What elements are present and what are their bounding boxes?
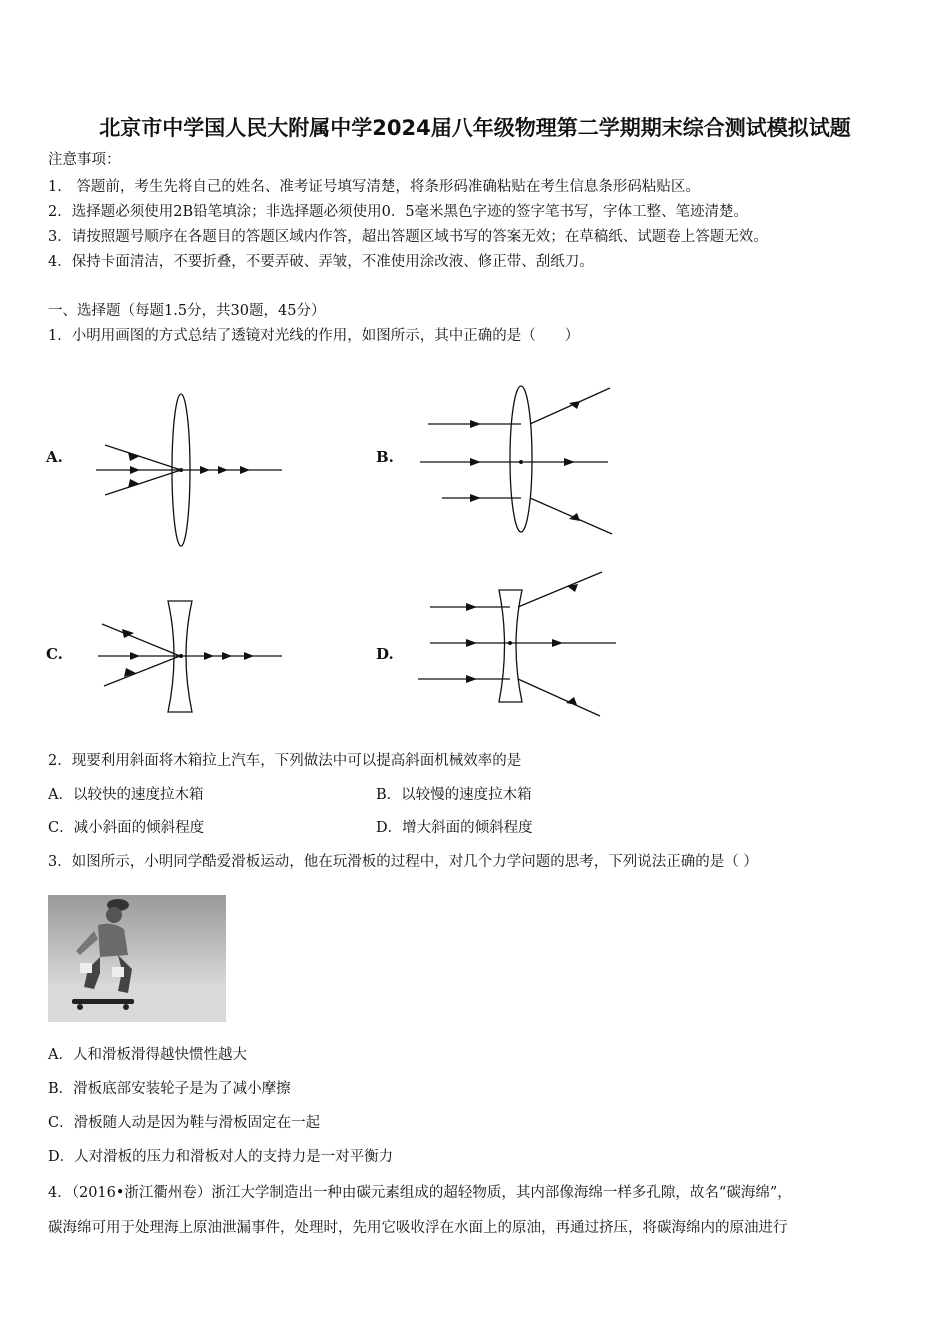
q1-label-d: D.	[376, 645, 394, 663]
q1-label-b: B.	[376, 448, 394, 466]
skateboarder-figure	[48, 895, 226, 1022]
notice-item-2: 2．选择题必须使用2B铅笔填涂；非选择题必须使用0．5毫米黑色字迹的签字笔书写，字体工整、笔迹清楚。	[48, 204, 749, 220]
q1-stem: 1．小明用画图的方式总结了透镜对光线的作用，如图所示，其中正确的是（ ）	[48, 328, 580, 344]
q2-stem: 2．现要利用斜面将木箱拉上汽车，下列做法中可以提高斜面机械效率的是	[48, 753, 522, 769]
skateboard-photo	[48, 895, 226, 1022]
q2-option-c: C．减小斜面的倾斜程度	[48, 820, 205, 836]
q3-option-c: C．滑板随人动是因为鞋与滑板固定在一起	[48, 1115, 321, 1131]
q1-label-c: C.	[46, 645, 63, 663]
q4-line-2: 碳海绵可用于处理海上原油泄漏事件，处理时，先用它吸收浮在水面上的原油，再通过挤压，将碳海绵内的原油进行	[48, 1220, 788, 1236]
notice-item-1: 1. 答题前，考生先将自己的姓名、准考证号填写清楚，将条形码准确粘贴在考生信息条形码粘贴区。	[48, 179, 700, 195]
q3-option-a: A．人和滑板滑得越快惯性越大	[48, 1047, 247, 1063]
q3-option-b: B．滑板底部安装轮子是为了减小摩擦	[48, 1081, 291, 1097]
q3-option-d: D．人对滑板的压力和滑板对人的支持力是一对平衡力	[48, 1149, 394, 1165]
q4-line-1: 4．（2016•浙江衢州卷）浙江大学制造出一种由碳元素组成的超轻物质，其内部像海绵一样多孔隙，故名“碳海绵”，	[48, 1185, 792, 1201]
notice-heading: 注意事项：	[48, 152, 121, 168]
q3-stem: 3．如图所示，小明同学酷爱滑板运动，他在玩滑板的过程中，对几个力学问题的思考，下列说法正确的是（ ）	[48, 854, 758, 870]
notice-item-4: 4．保持卡面清洁，不要折叠，不要弄破、弄皱，不准使用涂改液、修正带、刮纸刀。	[48, 254, 594, 270]
notice-item-3: 3．请按照题号顺序在各题目的答题区域内作答，超出答题区域书写的答案无效；在草稿纸、试题卷上答题无效。	[48, 229, 768, 245]
section-heading: 一、选择题（每题1.5分，共30题，45分）	[48, 303, 326, 319]
page-title: 北京市中学国人民大附属中学2024届八年级物理第二学期期末综合测试模拟试题	[99, 116, 851, 140]
q2-option-a: A．以较快的速度拉木箱	[48, 787, 204, 803]
q2-option-b: B．以较慢的速度拉木箱	[376, 787, 532, 803]
q1-label-a: A.	[46, 448, 63, 466]
q2-option-d: D．增大斜面的倾斜程度	[376, 820, 533, 836]
